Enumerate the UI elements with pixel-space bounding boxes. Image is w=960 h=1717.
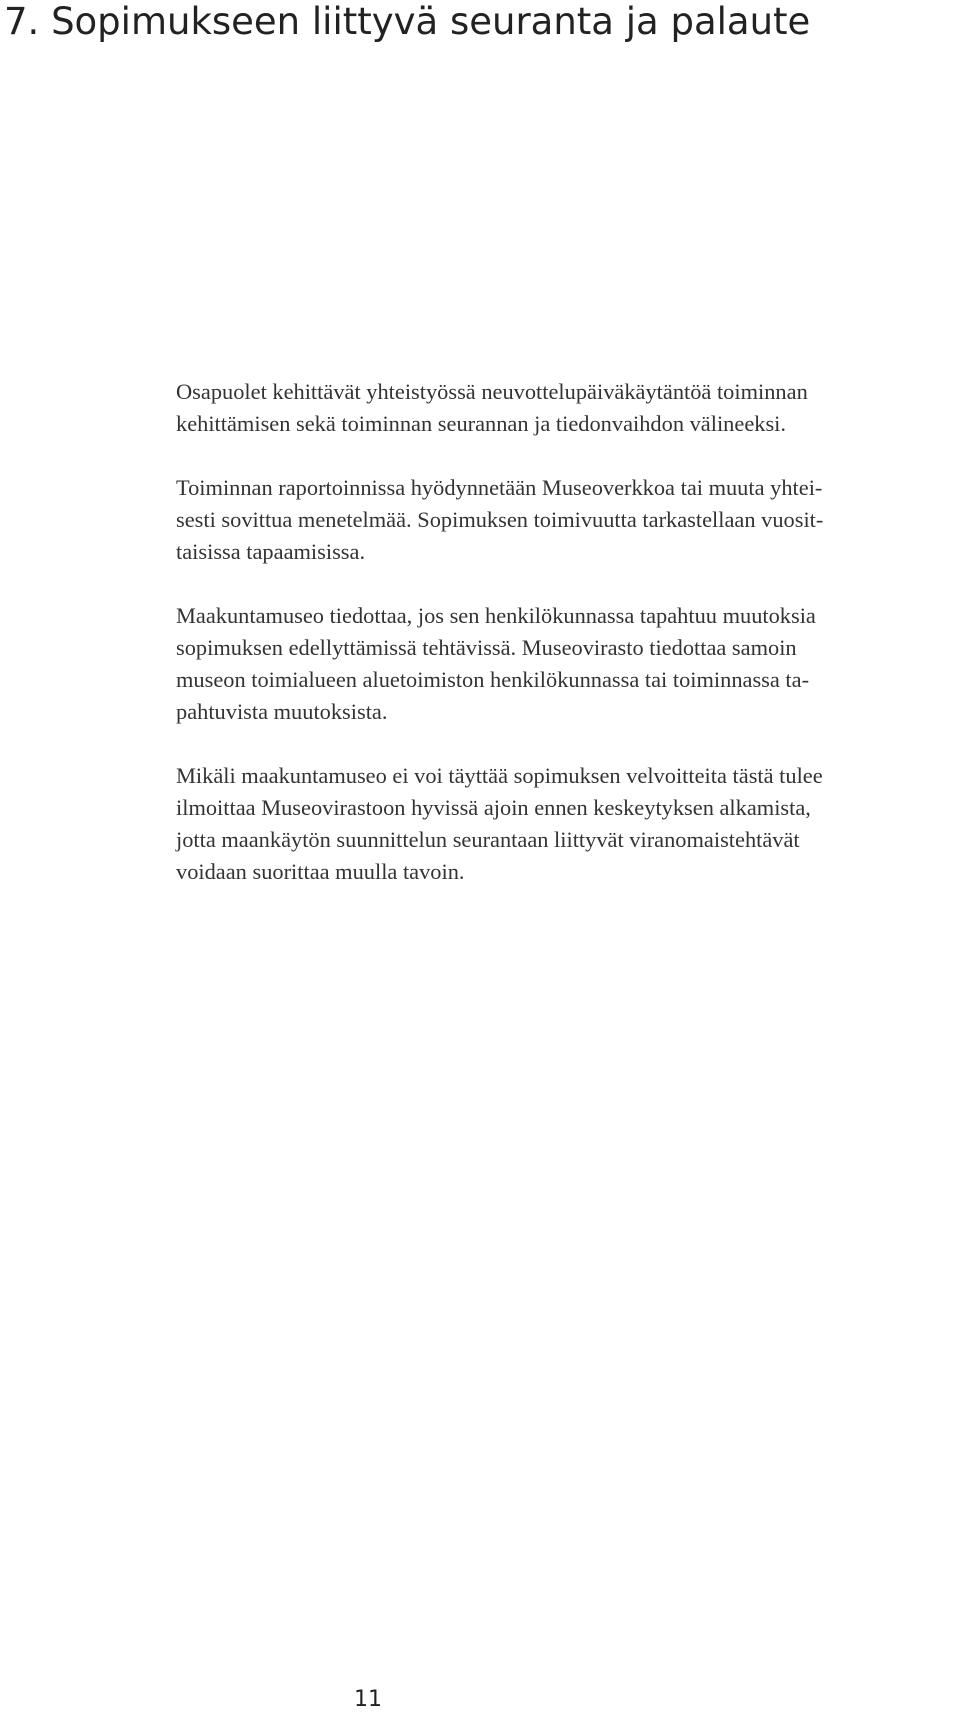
text-line: jotta maankäytön suunnittelun seurantaan liittyvät viranomaistehtävät	[176, 827, 800, 852]
text-line: kehittämisen sekä toiminnan seurannan ja tiedonvaihdon välineeksi.	[176, 411, 786, 436]
paragraph	[176, 472, 956, 568]
paragraph	[176, 760, 956, 888]
text-line: ilmoittaa Museovirastoon hyvissä ajoin ennen keskeytyksen alkamista,	[176, 795, 811, 820]
text-line: Maakuntamuseo tiedottaa, jos sen henkilökunnassa tapahtuu muutoksia	[176, 603, 816, 628]
text-line: Mikäli maakuntamuseo ei voi täyttää sopimuksen velvoitteita tästä tulee	[176, 763, 823, 788]
text-line: museon toimialueen aluetoimiston henkilökunnassa tai toiminnassa ta-	[176, 667, 810, 692]
text-line: Toiminnan raportoinnissa hyödynnetään Museoverkkoa tai muuta yhtei-	[176, 475, 823, 500]
text-line: taisissa tapaamisissa.	[176, 539, 366, 564]
paragraph	[176, 376, 956, 440]
paragraph	[176, 600, 956, 728]
page-number: 11	[354, 1687, 382, 1712]
text-line: voidaan suorittaa muulla tavoin.	[176, 859, 465, 884]
text-line: sesti sovittua menetelmää. Sopimuksen toimivuutta tarkastellaan vuosit-	[176, 507, 824, 532]
text-line: pahtuvista muutoksista.	[176, 699, 388, 724]
body-text	[176, 376, 956, 920]
text-line: sopimuksen edellyttämissä tehtävissä. Museovirasto tiedottaa samoin	[176, 635, 797, 660]
page-title: 7. Sopimukseen liittyvä seuranta ja palaute	[4, 0, 811, 43]
text-line: Osapuolet kehittävät yhteistyössä neuvottelupäiväkäytäntöä toiminnan	[176, 379, 808, 404]
